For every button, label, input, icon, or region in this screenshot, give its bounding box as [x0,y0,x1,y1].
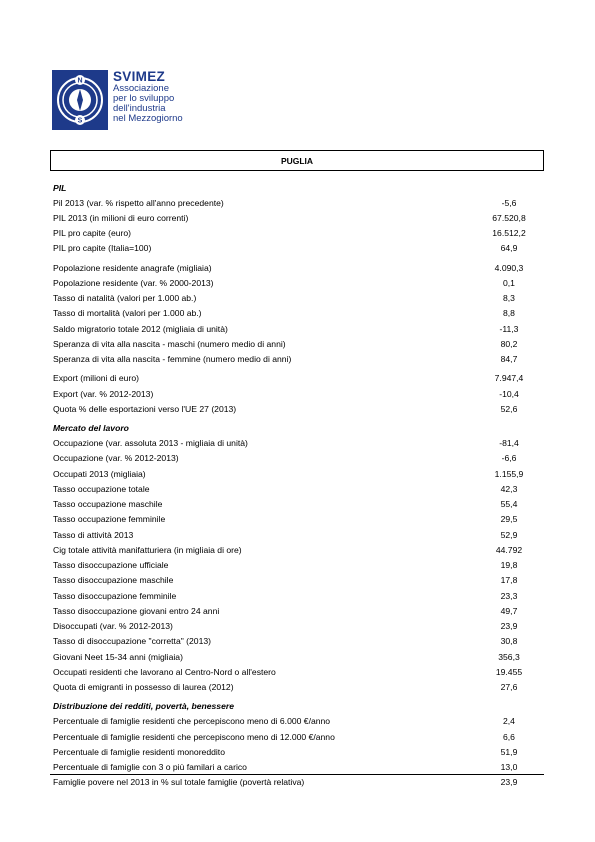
indicator-row [50,558,544,573]
logo-text [113,70,183,124]
indicator-label: Popolazione residente anagrafe (migliaia) [53,262,212,273]
indicator-value: 356,3 [498,651,520,662]
section-heading: Mercato del lavoro [53,423,129,433]
indicator-label: Giovani Neet 15-34 anni (migliaia) [53,651,183,662]
indicator-row [50,466,544,481]
indicator-value: 84,7 [500,354,518,365]
section-heading: Distribuzione dei redditi, povertà, benessere [53,701,234,712]
indicator-value: 7.947,4 [494,373,524,384]
indicator-label: Popolazione residente (var. % 2000-2013) [53,277,214,288]
indicator-row [50,451,544,466]
indicator-row [50,195,544,210]
indicator-row [50,760,544,775]
indicator-value: 67.520,8 [492,212,526,223]
indicator-value: -6,6 [501,453,517,464]
indicator-label: Famiglie povere nel 2013 in % sul totale famiglie (povertà relativa) [53,777,305,788]
indicator-value: 19,8 [500,560,518,571]
indicator-label: Percentuale di famiglie con 3 o più familari a carico [53,762,247,773]
indicator-value: 23,9 [500,777,518,788]
indicator-value: 19.455 [495,666,523,677]
indicator-label: Saldo migratorio totale 2012 (migliaia di unità) [53,323,228,334]
indicator-value: 49,7 [500,605,518,616]
indicator-label: Tasso disoccupazione femminile [53,590,177,601]
indicator-row [50,241,544,256]
logo-title: SVIMEZ [113,69,166,84]
indicator-row [50,649,544,664]
indicator-row [50,542,544,557]
indicator-row [50,619,544,634]
indicator-label: Occupati 2013 (migliaia) [53,468,146,479]
indicator-value: 30,8 [500,636,518,647]
indicator-row [50,306,544,321]
svimez-logo [52,70,212,130]
indicator-row [50,680,544,695]
indicator-value: 80,2 [500,338,518,349]
indicator-row [50,527,544,542]
indicator-list [50,180,544,790]
indicator-label: Percentuale di famiglie residenti monoreddito [53,746,225,757]
indicator-row [50,573,544,588]
indicator-row [50,775,544,790]
indicator-label: Tasso disoccupazione giovani entro 24 anni [53,605,220,616]
indicator-row [50,512,544,527]
indicator-label: Tasso di mortalità (valori per 1.000 ab.) [53,308,202,319]
indicator-value: 8,8 [503,308,515,319]
indicator-label: Percentuale di famiglie residenti che percepiscono meno di 12.000 €/anno [53,731,335,742]
indicator-label: Pil 2013 (var. % rispetto all'anno precedente) [53,197,224,208]
indicator-label: PIL pro capite (Italia=100) [53,243,152,254]
indicator-label: Tasso occupazione femminile [53,514,166,525]
indicator-label: Export (milioni di euro) [53,373,139,384]
indicator-row [50,275,544,290]
indicator-value: 52,9 [500,529,518,540]
indicator-value: 6,6 [503,731,515,742]
indicator-label: PIL pro capite (euro) [53,228,132,239]
indicator-label: Disoccupati (var. % 2012-2013) [53,621,173,632]
indicator-row [50,634,544,649]
indicator-value: 13,0 [500,762,518,773]
indicator-label: Speranza di vita alla nascita - maschi (numero medio di anni) [53,338,286,349]
indicator-label: Speranza di vita alla nascita - femmine (numero medio di anni) [53,354,292,365]
logo-line: per lo sviluppo [113,93,175,104]
logo-line: Associazione [113,83,169,94]
indicator-row [50,336,544,351]
indicator-row [50,291,544,306]
indicator-row [50,497,544,512]
indicator-row [50,744,544,759]
indicator-value: 1.155,9 [494,468,524,479]
indicator-value: 27,6 [500,682,518,693]
indicator-value: 42,3 [500,483,518,494]
compass-icon [52,70,108,130]
indicator-value: -11,3 [499,323,519,334]
indicator-row [50,714,544,729]
indicator-row [50,729,544,744]
indicator-value: 8,3 [503,293,515,304]
indicator-label: Occupati residenti che lavorano al Centro-Nord o all'estero [53,666,276,677]
indicator-row [50,436,544,451]
indicator-row [50,386,544,401]
indicator-value: 52,6 [500,403,518,414]
indicator-value: 0,1 [503,277,515,288]
indicator-label: Tasso disoccupazione ufficiale [53,560,169,571]
indicator-row [50,321,544,336]
bottom-divider [50,774,544,775]
compass-s-letter: S [77,117,83,125]
indicator-label: Export (var. % 2012-2013) [53,388,154,399]
region-title: PUGLIA [50,150,544,171]
indicator-value: 16.512,2 [492,228,526,239]
indicator-label: Tasso disoccupazione maschile [53,575,174,586]
indicator-label: Occupazione (var. % 2012-2013) [53,453,179,464]
indicator-row [50,401,544,416]
indicator-row [50,588,544,603]
indicator-value: 2,4 [503,716,515,727]
section-heading: PIL [53,182,67,193]
indicator-value: 44.792 [495,544,523,555]
indicator-label: Tasso di disoccupazione "corretta" (2013) [53,636,212,647]
indicator-value: 23,9 [500,621,518,632]
indicator-value: 23,3 [500,590,518,601]
indicator-label: PIL 2013 (in milioni di euro correnti) [53,212,189,223]
indicator-row [50,603,544,618]
indicator-value: 55,4 [500,499,518,510]
indicator-value: 4.090,3 [494,262,524,273]
indicator-label: Occupazione (var. assoluta 2013 - migliaia di unità) [53,438,248,449]
indicator-value: -10,4 [499,388,519,399]
indicator-label: Quota di emigranti in possesso di laurea (2012) [53,682,234,693]
statistics-sheet [50,150,544,790]
indicator-label: Cig totale attività manifatturiera (in migliaia di ore) [53,544,242,555]
indicator-value: 29,5 [500,514,518,525]
logo-line: dell'industria [113,103,166,114]
indicator-row [50,481,544,496]
indicator-row [50,664,544,679]
indicator-label: Quota % delle esportazioni verso l'UE 27 (2013) [53,403,237,414]
indicator-label: Tasso di natalità (valori per 1.000 ab.) [53,293,197,304]
indicator-row [50,210,544,225]
indicator-label: Tasso occupazione maschile [53,499,163,510]
compass-n-letter: N [77,77,83,85]
logo-line: nel Mezzogiorno [113,113,183,124]
indicator-row [50,226,544,241]
indicator-value: -5,6 [501,197,517,208]
indicator-label: Percentuale di famiglie residenti che percepiscono meno di 6.000 €/anno [53,716,331,727]
indicator-value: 64,9 [500,243,518,254]
indicator-label: Tasso di attività 2013 [53,529,134,540]
indicator-label: Tasso occupazione totale [53,483,150,494]
indicator-row [50,352,544,367]
indicator-row [50,260,544,275]
indicator-value: -81,4 [499,438,519,449]
indicator-row [50,371,544,386]
indicator-value: 17,8 [500,575,518,586]
indicator-value: 51,9 [500,746,518,757]
